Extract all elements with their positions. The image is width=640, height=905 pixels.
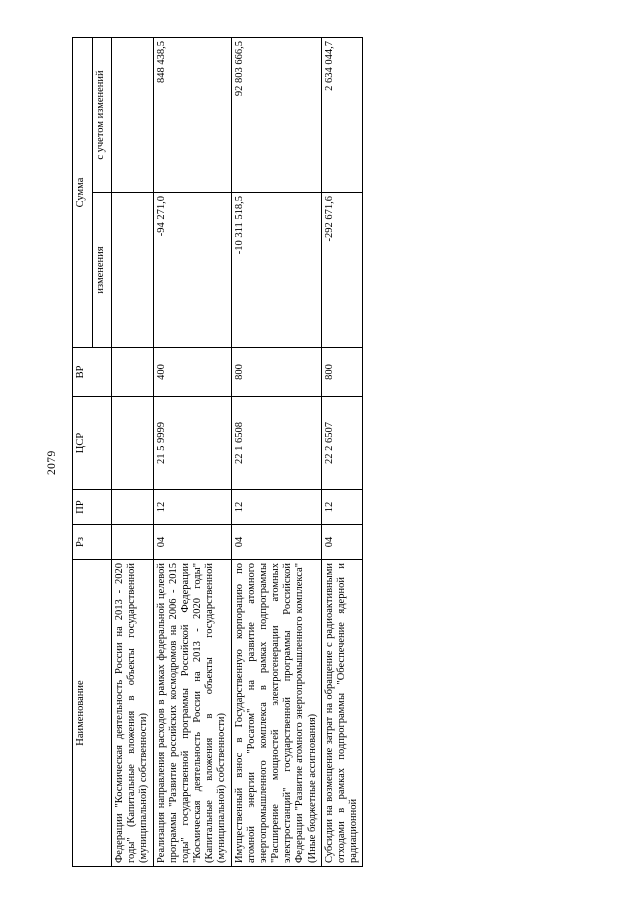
cell-csr [112,397,154,490]
cell-csr: 22 1 6508 [231,397,321,490]
cell-name: Субсидии на возмещение затрат на обращение с радиоактивными отходами в рамках подпрограммы "Обеспечение ядерной и радиационной [321,560,363,867]
cell-csr: 22 2 6507 [321,397,363,490]
budget-table [72,37,363,867]
column-header-csr: ЦСР [73,397,112,490]
cell-rz: 04 [231,525,321,560]
cell-rz: 04 [153,525,231,560]
cell-rz [112,525,154,560]
column-header-sum: Сумма [73,38,93,348]
column-header-sum-change: изменения [92,193,112,348]
cell-sum-total [112,38,154,193]
cell-pr [112,490,154,525]
cell-sum-change: -94 271,0 [153,193,231,348]
cell-vr: 400 [153,348,231,397]
cell-csr: 21 5 9999 [153,397,231,490]
cell-name: Федерации "Космическая деятельность России на 2013 - 2020 годы" (Капитальные вложения в объекты государственной (муниципальной) собственности) [112,560,154,867]
cell-pr: 12 [231,490,321,525]
column-header-pr: ПР [73,490,112,525]
cell-sum-total: 2 634 044,7 [321,38,363,193]
column-header-sum-total: с учетом изменений [92,38,112,193]
cell-vr: 800 [231,348,321,397]
cell-rz: 04 [321,525,363,560]
cell-name: Реализация направления расходов в рамках федеральной целевой программы "Развитие российских космодромов на 2006 - 2015 годы" государственной программы Российской Федерации "Космическая деятельность России на 2013 - 2020 годы" (Капитальные вложения в объекты государственной (муниципальной) собственности) [153,560,231,867]
column-header-name: Наименование [73,560,112,867]
cell-sum-change [112,193,154,348]
table-row [112,38,154,867]
cell-name: Имущественный взнос в Государственную корпорацию по атомной энергии "Росатом" на развитие атомного энергопромышленного комплекса в рамках подпрограммы "Расширение мощностей электрогенерации атомных электростанций" государственной программы Российской Федерации "Развитие атомного энергопромышленного комплекса" (Иные бюджетные ассигнования) [231,560,321,867]
column-header-vr: ВР [73,348,112,397]
table-row [231,38,321,867]
cell-sum-change: -292 671,6 [321,193,363,348]
table-row [321,38,363,867]
table-body [112,38,363,867]
cell-vr [112,348,154,397]
cell-sum-total: 92 803 666,5 [231,38,321,193]
page-number: 2079 [46,450,58,475]
cell-pr: 12 [321,490,363,525]
table-header [73,38,112,867]
cell-sum-change: -10 311 518,5 [231,193,321,348]
column-header-rz: Рз [73,525,112,560]
cell-pr: 12 [153,490,231,525]
cell-sum-total: 848 438,5 [153,38,231,193]
table-row [153,38,231,867]
cell-vr: 800 [321,348,363,397]
table-header-row-1 [73,38,93,867]
